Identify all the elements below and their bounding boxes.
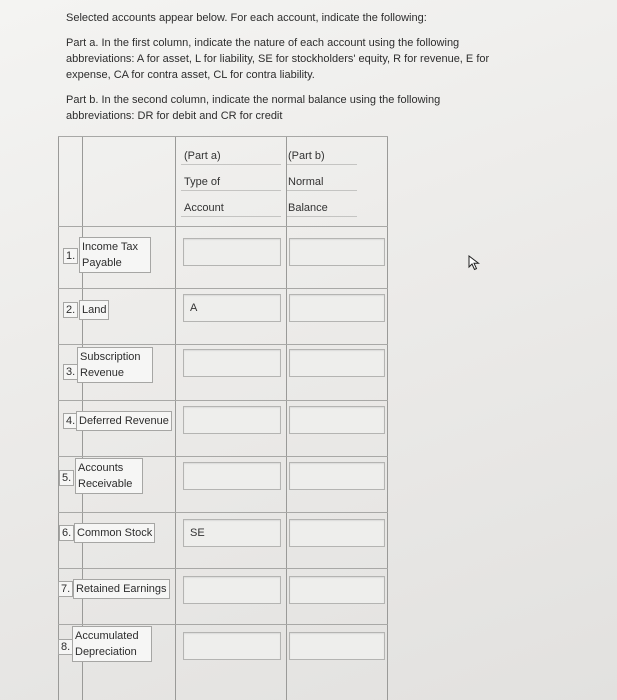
- normal-balance-input[interactable]: [289, 406, 385, 434]
- table-row: [58, 288, 388, 344]
- row-number: 4.: [63, 413, 78, 429]
- type-of-account-input[interactable]: [183, 576, 281, 604]
- row-number: 5.: [59, 470, 74, 486]
- part-a-header-rule-1: [181, 164, 281, 165]
- table-row: [58, 344, 388, 400]
- table-border-top: [58, 136, 388, 137]
- account-name: Accumulated Depreciation: [72, 626, 152, 662]
- account-name: Land: [79, 300, 109, 320]
- table-row: [58, 226, 388, 288]
- type-of-account-input[interactable]: [183, 632, 281, 660]
- normal-balance-input[interactable]: [289, 632, 385, 660]
- row-number: 8.: [58, 639, 73, 655]
- normal-balance-input[interactable]: [289, 238, 385, 266]
- row-number: 6.: [59, 525, 74, 541]
- account-name: Deferred Revenue: [76, 411, 172, 431]
- row-number: 3.: [63, 364, 78, 380]
- type-of-account-input[interactable]: [183, 406, 281, 434]
- part-a-header-rule-3: [181, 216, 281, 217]
- part-a-header-line-2: Type of: [184, 176, 221, 188]
- normal-balance-input[interactable]: [289, 349, 385, 377]
- normal-balance-input[interactable]: [289, 462, 385, 490]
- type-of-account-input[interactable]: [183, 462, 281, 490]
- row-number: 2.: [63, 302, 78, 318]
- part-b-header-rule-1: [287, 164, 357, 165]
- part-b-header-rule-3: [287, 216, 357, 217]
- normal-balance-input[interactable]: [289, 576, 385, 604]
- type-of-account-input[interactable]: [183, 294, 281, 322]
- account-name: Subscription Revenue: [77, 347, 153, 383]
- account-name: Retained Earnings: [73, 579, 170, 599]
- part-a-header-line-1: (Part a): [184, 150, 221, 162]
- table-row: [58, 624, 388, 700]
- type-of-account-input[interactable]: [183, 519, 281, 547]
- part-a-header-rule-2: [181, 190, 281, 191]
- mouse-pointer-icon: [468, 255, 482, 271]
- part-b-header-line-3: Balance: [288, 202, 328, 214]
- normal-balance-input[interactable]: [289, 519, 385, 547]
- account-name: Common Stock: [74, 523, 155, 543]
- row-number: 1.: [63, 248, 78, 264]
- part-b-header-rule-2: [287, 190, 357, 191]
- instructions: [66, 10, 506, 124]
- table-row: [58, 400, 388, 456]
- part-b-header-line-1: (Part b): [288, 150, 325, 162]
- row-number: 7.: [58, 581, 73, 597]
- normal-balance-input[interactable]: [289, 294, 385, 322]
- account-name: Income Tax Payable: [79, 237, 151, 273]
- part-b-header-line-2: Normal: [288, 176, 324, 188]
- type-of-account-input[interactable]: [183, 349, 281, 377]
- table-row: [58, 568, 388, 624]
- part-a-header-line-3: Account: [184, 202, 224, 214]
- account-name: Accounts Receivable: [75, 458, 143, 494]
- table-row: [58, 512, 388, 568]
- instructions-intro: Selected accounts appear below. For each account, indicate the following:: [66, 12, 427, 24]
- instructions-part-a: Part a. In the first column, indicate the nature of each account using the following abbreviations: A for asset, L for liability, SE for stockholders' equity, R for revenue, E for expense, CA for contra asset, CL for contra liability.: [66, 37, 490, 81]
- table-row: [58, 456, 388, 512]
- accounts-table: [58, 136, 388, 700]
- instructions-part-b: Part b. In the second column, indicate the normal balance using the following abbreviations: DR for debit and CR for credit: [66, 94, 441, 122]
- type-of-account-input[interactable]: [183, 238, 281, 266]
